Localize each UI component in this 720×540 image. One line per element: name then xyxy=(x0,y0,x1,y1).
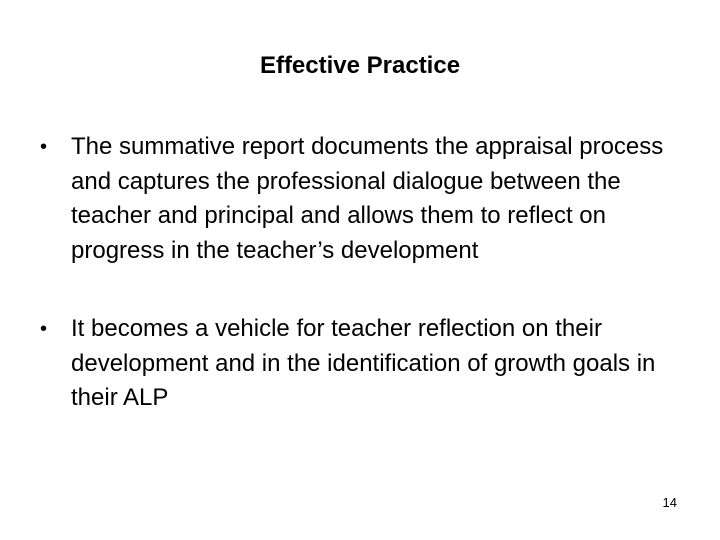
bullet-icon: • xyxy=(40,318,48,340)
bullet-text: It becomes a vehicle for teacher reflection on their development and in the identification of growth goals in their ALP xyxy=(71,315,656,411)
bullet-item-2 xyxy=(40,312,680,416)
bullet-item-1 xyxy=(40,130,680,268)
bullet-list xyxy=(40,130,680,416)
bullet-text: The summative report documents the appraisal process and captures the professional dialogue between the teacher and principal and allows them to reflect on progress in the teacher’s development xyxy=(71,133,664,264)
slide-title: Effective Practice xyxy=(259,52,461,79)
page-number: 14 xyxy=(662,495,677,510)
bullet-icon: • xyxy=(40,136,48,158)
